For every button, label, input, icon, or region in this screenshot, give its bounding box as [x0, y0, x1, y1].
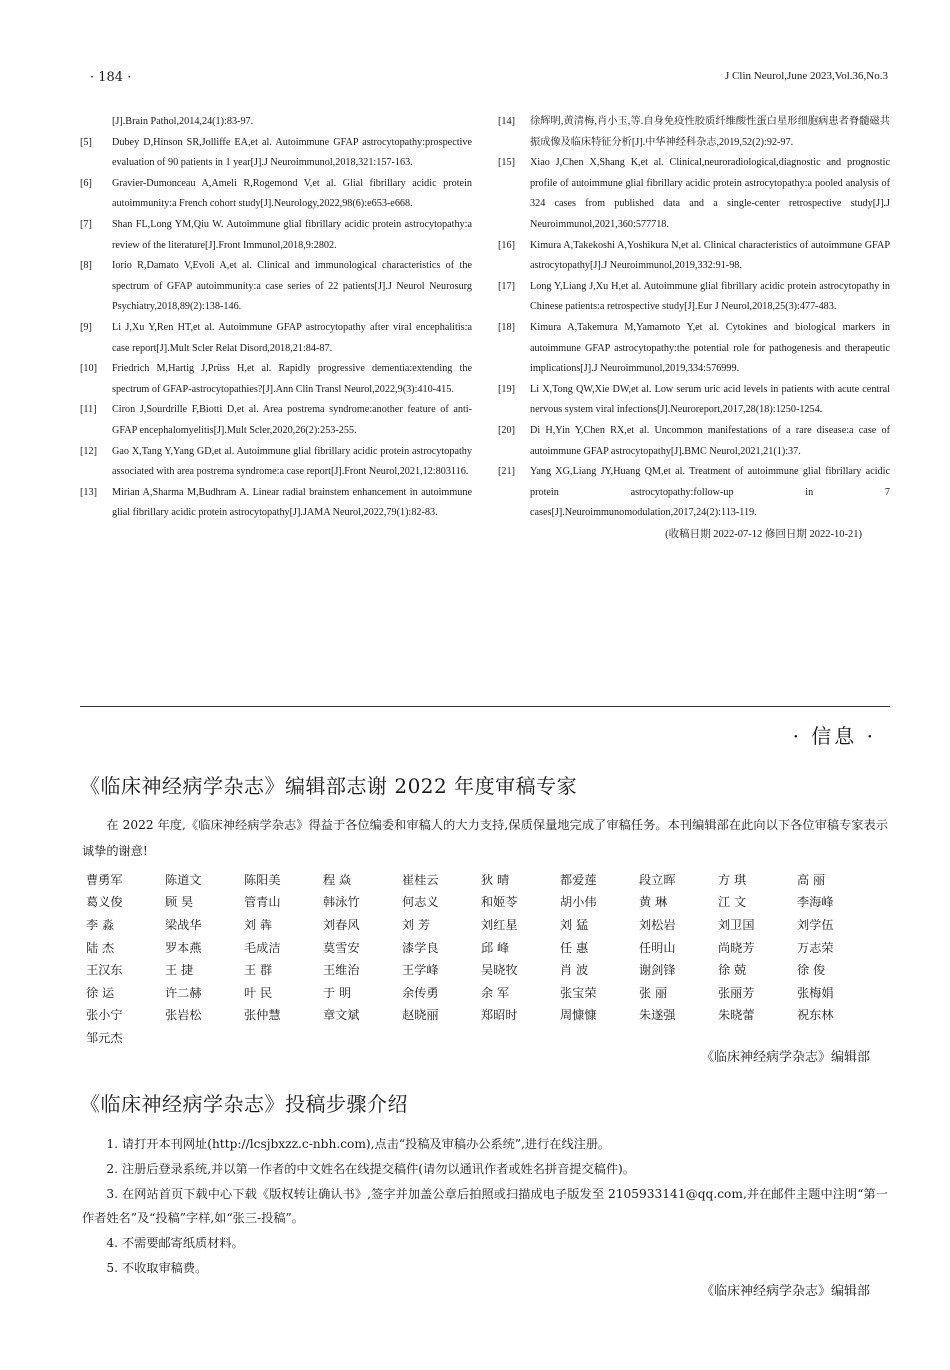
reference-text: 徐辉明,黄清梅,肖小玉,等.自身免疫性胶质纤维酸性蛋白星形细胞病患者脊髓磁共振成像及临床特征分析[J].中华神经科杂志,2019,52(2):92-97. [530, 116, 890, 148]
thanks-intro: 在 2022 年度,《临床神经病学杂志》得益于各位编委和审稿人的大力支持,保质保量地完成了审稿任务。本刊编辑部在此向以下各位审稿专家表示诚挚的谢意! [82, 818, 888, 858]
reference-number [80, 112, 112, 133]
reviewer-name: 罗本燕 [165, 940, 202, 955]
reference-number: [9] [80, 321, 92, 333]
reference-number: [11] [80, 404, 97, 416]
reference-number: [7] [80, 218, 92, 230]
reviewer-row [86, 891, 886, 914]
reviewer-name: 徐 运 [86, 985, 115, 1000]
reference-text: Dubey D,Hinson SR,Jolliffe EA,et al. Autoimmune GFAP astrocytopathy:prospective evaluation of 90 patients in 1 year[J].J Neuroimmunol,2018,321:157-163. [112, 136, 472, 169]
reviewer-name: 李 淼 [86, 917, 115, 932]
submission-step: 3. 在网站首页下载中心下载《版权转让确认书》,签字并加盖公章后拍照或扫描成电子版发至 2105933141@qq.com,并在邮件主题中注明“第一作者姓名”及“投稿”字样,如“张三-投稿”。 [82, 1186, 888, 1226]
reviewer-row [86, 981, 886, 1004]
reference-item [80, 483, 472, 524]
reviewer-row [86, 1004, 886, 1027]
reviewer-name: 于 明 [323, 985, 352, 1000]
submission-step: 2. 注册后登录系统,并以第一作者的中文姓名在线提交稿件(请勿以通讯作者或姓名拼音提交稿件)。 [106, 1161, 635, 1176]
reviewer-name: 段立晖 [639, 872, 676, 887]
reviewer-row [86, 913, 886, 936]
reference-item [80, 359, 472, 400]
reference-item [80, 112, 472, 133]
reviewer-name: 赵晓丽 [402, 1008, 439, 1023]
submission-steps [82, 1132, 888, 1281]
reference-item [498, 318, 890, 380]
reviewer-name: 徐 兢 [718, 963, 747, 978]
reviewer-row [86, 868, 886, 891]
reviewer-name: 高 丽 [797, 872, 826, 887]
reviewer-name: 邹元杰 [86, 1030, 123, 1045]
thanks-signature: 《临床神经病学杂志》编辑部 [700, 1050, 870, 1065]
reviewer-name: 刘 犇 [244, 917, 273, 932]
reviewer-name: 王 群 [244, 963, 273, 978]
submission-step: 5. 不收取审稿费。 [106, 1260, 208, 1275]
reviewer-name: 刘松岩 [639, 917, 676, 932]
reference-number: [12] [80, 445, 97, 457]
reference-item [80, 174, 472, 215]
reviewer-name: 何志义 [402, 895, 439, 910]
thanks-title: 《临床神经病学杂志》编辑部志谢 2022 年度审稿专家 [80, 774, 578, 798]
reference-columns [80, 112, 890, 545]
reviewer-name-grid [86, 868, 886, 1049]
reviewer-name: 余传勇 [402, 985, 439, 1000]
reviewer-name: 张岩松 [165, 1008, 202, 1023]
reviewer-name: 张小宁 [86, 1008, 123, 1023]
reference-number: [8] [80, 260, 92, 272]
reference-text: Li J,Xu Y,Ren HT,et al. Autoimmune GFAP astrocytopathy after viral encephalitis:a case report[J].Mult Scler Relat Disord,2018,21:84-87. [112, 321, 472, 354]
reviewer-name: 管青山 [244, 895, 281, 910]
reviewer-name: 王 捷 [165, 963, 194, 978]
reviewer-name: 黄 琳 [639, 895, 668, 910]
reference-item [80, 215, 472, 256]
reviewer-name: 祝东林 [797, 1008, 834, 1023]
reviewer-name: 肖 波 [560, 963, 589, 978]
reference-item [80, 318, 472, 359]
reference-number: [14] [498, 116, 515, 127]
reviewer-name: 张梅娟 [797, 985, 834, 1000]
reviewer-name: 张 丽 [639, 985, 668, 1000]
reference-item [498, 462, 890, 524]
reference-number: [5] [80, 136, 92, 148]
reference-item [80, 400, 472, 441]
reviewer-name: 张仲慧 [244, 1008, 281, 1023]
reviewer-name: 朱遂强 [639, 1008, 676, 1023]
reference-text: Gravier-Dumonceau A,Ameli R,Rogemond V,et al. Glial fibrillary acidic protein autoimmunity:a French cohort study[J].Neurology,2022,98(6):e653-e668. [112, 177, 472, 210]
reviewer-name: 余 军 [481, 985, 510, 1000]
reference-item [498, 277, 890, 318]
reference-item [498, 153, 890, 235]
reviewer-name: 曹勇军 [86, 872, 123, 887]
reference-number: [19] [498, 383, 515, 395]
reference-number: [15] [498, 157, 515, 169]
reference-number: [18] [498, 321, 515, 333]
reviewer-name: 韩泳竹 [323, 895, 360, 910]
reviewer-name: 刘卫国 [718, 917, 755, 932]
reviewer-name: 崔桂云 [402, 872, 439, 887]
reviewer-name: 刘红星 [481, 917, 518, 932]
reference-item [80, 133, 472, 174]
reviewer-name: 李海峰 [797, 895, 834, 910]
journal-citation: J Clin Neurol,June 2023,Vol.36,No.3 [725, 70, 888, 82]
reference-number: [13] [80, 486, 97, 498]
reference-text: Mirian A,Sharma M,Budhram A. Linear radial brainstem enhancement in autoimmune glial fibrillary acidic protein astrocytopathy[J].JAMA Neurol,2022,79(1):82-83. [112, 486, 472, 519]
reviewer-name: 任明山 [639, 940, 676, 955]
reviewer-name: 郑昭时 [481, 1008, 518, 1023]
reference-text: Li X,Tong QW,Xie DW,et al. Low serum uric acid levels in patients with acute central nervous system viral infections[J].Neuroreport,2017,28(18):1250-1254. [530, 383, 890, 416]
reviewer-name: 陈道文 [165, 872, 202, 887]
reviewer-name: 朱晓蕾 [718, 1008, 755, 1023]
reviewer-name: 吴晓牧 [481, 963, 518, 978]
reviewer-name: 王学峰 [402, 963, 439, 978]
reference-item [498, 236, 890, 277]
reference-text: Xiao J,Chen X,Shang K,et al. Clinical,neuroradiological,diagnostic and prognostic profile of autoimmune glial fibrillary acidic protein astrocytopathy:a pooled analysis of 324 cases from published data and a single-center retrospective study[J].J Neuroimmunol,2021,360:577718. [530, 157, 890, 230]
reviewer-name: 许二赫 [165, 985, 202, 1000]
reviewer-name: 张丽芳 [718, 985, 755, 1000]
reviewer-name: 谢剑锋 [639, 963, 676, 978]
reviewer-name: 江 文 [718, 895, 747, 910]
reference-item [498, 112, 890, 153]
reference-item [498, 380, 890, 421]
reviewer-name: 刘 猛 [560, 917, 589, 932]
reference-text: Gao X,Tang Y,Yang GD,et al. Autoimmune glial fibrillary acidic protein astrocytopathy associated with area postrema syndrome:a case report[J].Front Neurol,2021,12:803116. [112, 445, 472, 478]
reviewer-row [86, 958, 886, 981]
reference-text: Kimura A,Takekoshi A,Yoshikura N,et al. Clinical characteristics of autoimmune GFAP astrocytopathy[J].J Neuroimmunol,2019,332:91-98. [530, 239, 890, 272]
reference-number: [6] [80, 177, 92, 189]
reviewer-name: 毛成洁 [244, 940, 281, 955]
reviewer-name: 都爱莲 [560, 872, 597, 887]
reviewer-name: 王汉东 [86, 963, 123, 978]
reviewer-name: 万志荣 [797, 940, 834, 955]
reference-item [498, 421, 890, 462]
reviewer-name: 梁战华 [165, 917, 202, 932]
reviewer-name: 章文斌 [323, 1008, 360, 1023]
reference-text: Yang XG,Liang JY,Huang QM,et al. Treatment of autoimmune glial fibrillary acidic protein astrocytopathy:follow-up in 7 cases[J].Neuroimmunomodulation,2017,24(2):113-119. [530, 466, 890, 519]
reviewer-name: 陆 杰 [86, 940, 115, 955]
reviewer-name: 王维治 [323, 963, 360, 978]
submission-title: 《临床神经病学杂志》投稿步骤介绍 [80, 1092, 408, 1116]
reviewer-name: 胡小伟 [560, 895, 597, 910]
reference-item [80, 256, 472, 318]
reference-number: [20] [498, 424, 515, 436]
reference-text: Di H,Yin Y,Chen RX,et al. Uncommon manifestations of a rare disease:a case of autoimmune GFAP astrocytopathy[J].BMC Neurol,2021,21(1):37. [530, 424, 890, 457]
reviewer-name: 和姬苓 [481, 895, 518, 910]
submission-step: 4. 不需要邮寄纸质材料。 [106, 1236, 244, 1251]
reviewer-name: 方 琪 [718, 872, 747, 887]
reviewer-row [86, 936, 886, 959]
reference-text: Ciron J,Sourdrille F,Biotti D,et al. Area postrema syndrome:another feature of anti-GFAP encephalomyelitis[J].Mult Scler,2020,26(2):253-255. [112, 404, 472, 436]
reference-text: Shan FL,Long YM,Qiu W. Autoimmune glial fibrillary acidic protein astrocytopathy:a review of the literature[J].Front Immunol,2018,9:2802. [112, 218, 472, 251]
reference-number: [10] [80, 363, 97, 375]
reference-number: [16] [498, 239, 515, 251]
reviewer-name: 程 焱 [323, 872, 352, 887]
submission-signature: 《临床神经病学杂志》编辑部 [700, 1284, 870, 1299]
reviewer-name: 刘学伍 [797, 917, 834, 932]
reviewer-name: 邱 峰 [481, 940, 510, 955]
reference-text: Long Y,Liang J,Xu H,et al. Autoimmune glial fibrillary acidic protein astrocytopathy in Chinese patients:a retrospective study[J].Eur J Neurol,2018,25(3):477-483. [530, 280, 890, 313]
reviewer-name: 尚晓芳 [718, 940, 755, 955]
reference-text: Kimura A,Takemura M,Yamamoto Y,et al. Cytokines and biological markers in autoimmune GFAP astrocytopathy:the potential role for pathogenesis and therapeutic implications[J].J Neuroimmunol,2019,334:576999. [530, 321, 890, 375]
reviewer-name: 周慷慷 [560, 1008, 597, 1023]
reviewer-name: 狄 晴 [481, 872, 510, 887]
page-number: · 184 · [90, 70, 132, 85]
reviewer-name: 莫雪安 [323, 940, 360, 955]
reviewer-name: 葛义俊 [86, 895, 123, 910]
reviewer-name: 徐 俊 [797, 963, 826, 978]
reference-item [80, 442, 472, 483]
reference-number: [21] [498, 466, 515, 478]
reference-text: Friedrich M,Hartig J,Prüss H,et al. Rapidly progressive dementia:extending the spectrum of GFAP-astrocytopathies?[J].Ann Clin Transl Neurol,2022,9(3):410-415. [112, 363, 472, 395]
reviewer-name: 顾 昊 [165, 895, 194, 910]
reference-number: [17] [498, 280, 515, 292]
reviewer-name: 陈阳美 [244, 872, 281, 887]
reviewer-name: 叶 民 [244, 985, 273, 1000]
section-divider [80, 706, 890, 707]
reference-column-right [498, 112, 890, 545]
reference-text: [J].Brain Pathol,2014,24(1):83-97. [112, 116, 254, 127]
reviewer-name: 张宝荣 [560, 985, 597, 1000]
reviewer-name: 刘春风 [323, 917, 360, 932]
received-date: (收稿日期 2022-07-12 修回日期 2022-10-21) [665, 528, 862, 540]
reference-text: Iorio R,Damato V,Evoli A,et al. Clinical and immunological characteristics of the spectrum of GFAP autoimmunity:a case series of 22 patients[J].J Neurol Neurosurg Psychiatry,2018,89(2):138-146. [112, 260, 472, 313]
info-section-label: · 信息 · [792, 724, 876, 748]
reviewer-name: 刘 芳 [402, 917, 431, 932]
submission-step: 1. 请打开本刊网址(http://lcsjbxzz.c-nbh.com),点击“投稿及审稿办公系统”,进行在线注册。 [106, 1137, 611, 1151]
reviewer-name: 漆学良 [402, 940, 439, 955]
reviewer-name: 任 惠 [560, 940, 589, 955]
reference-column-left [80, 112, 472, 545]
